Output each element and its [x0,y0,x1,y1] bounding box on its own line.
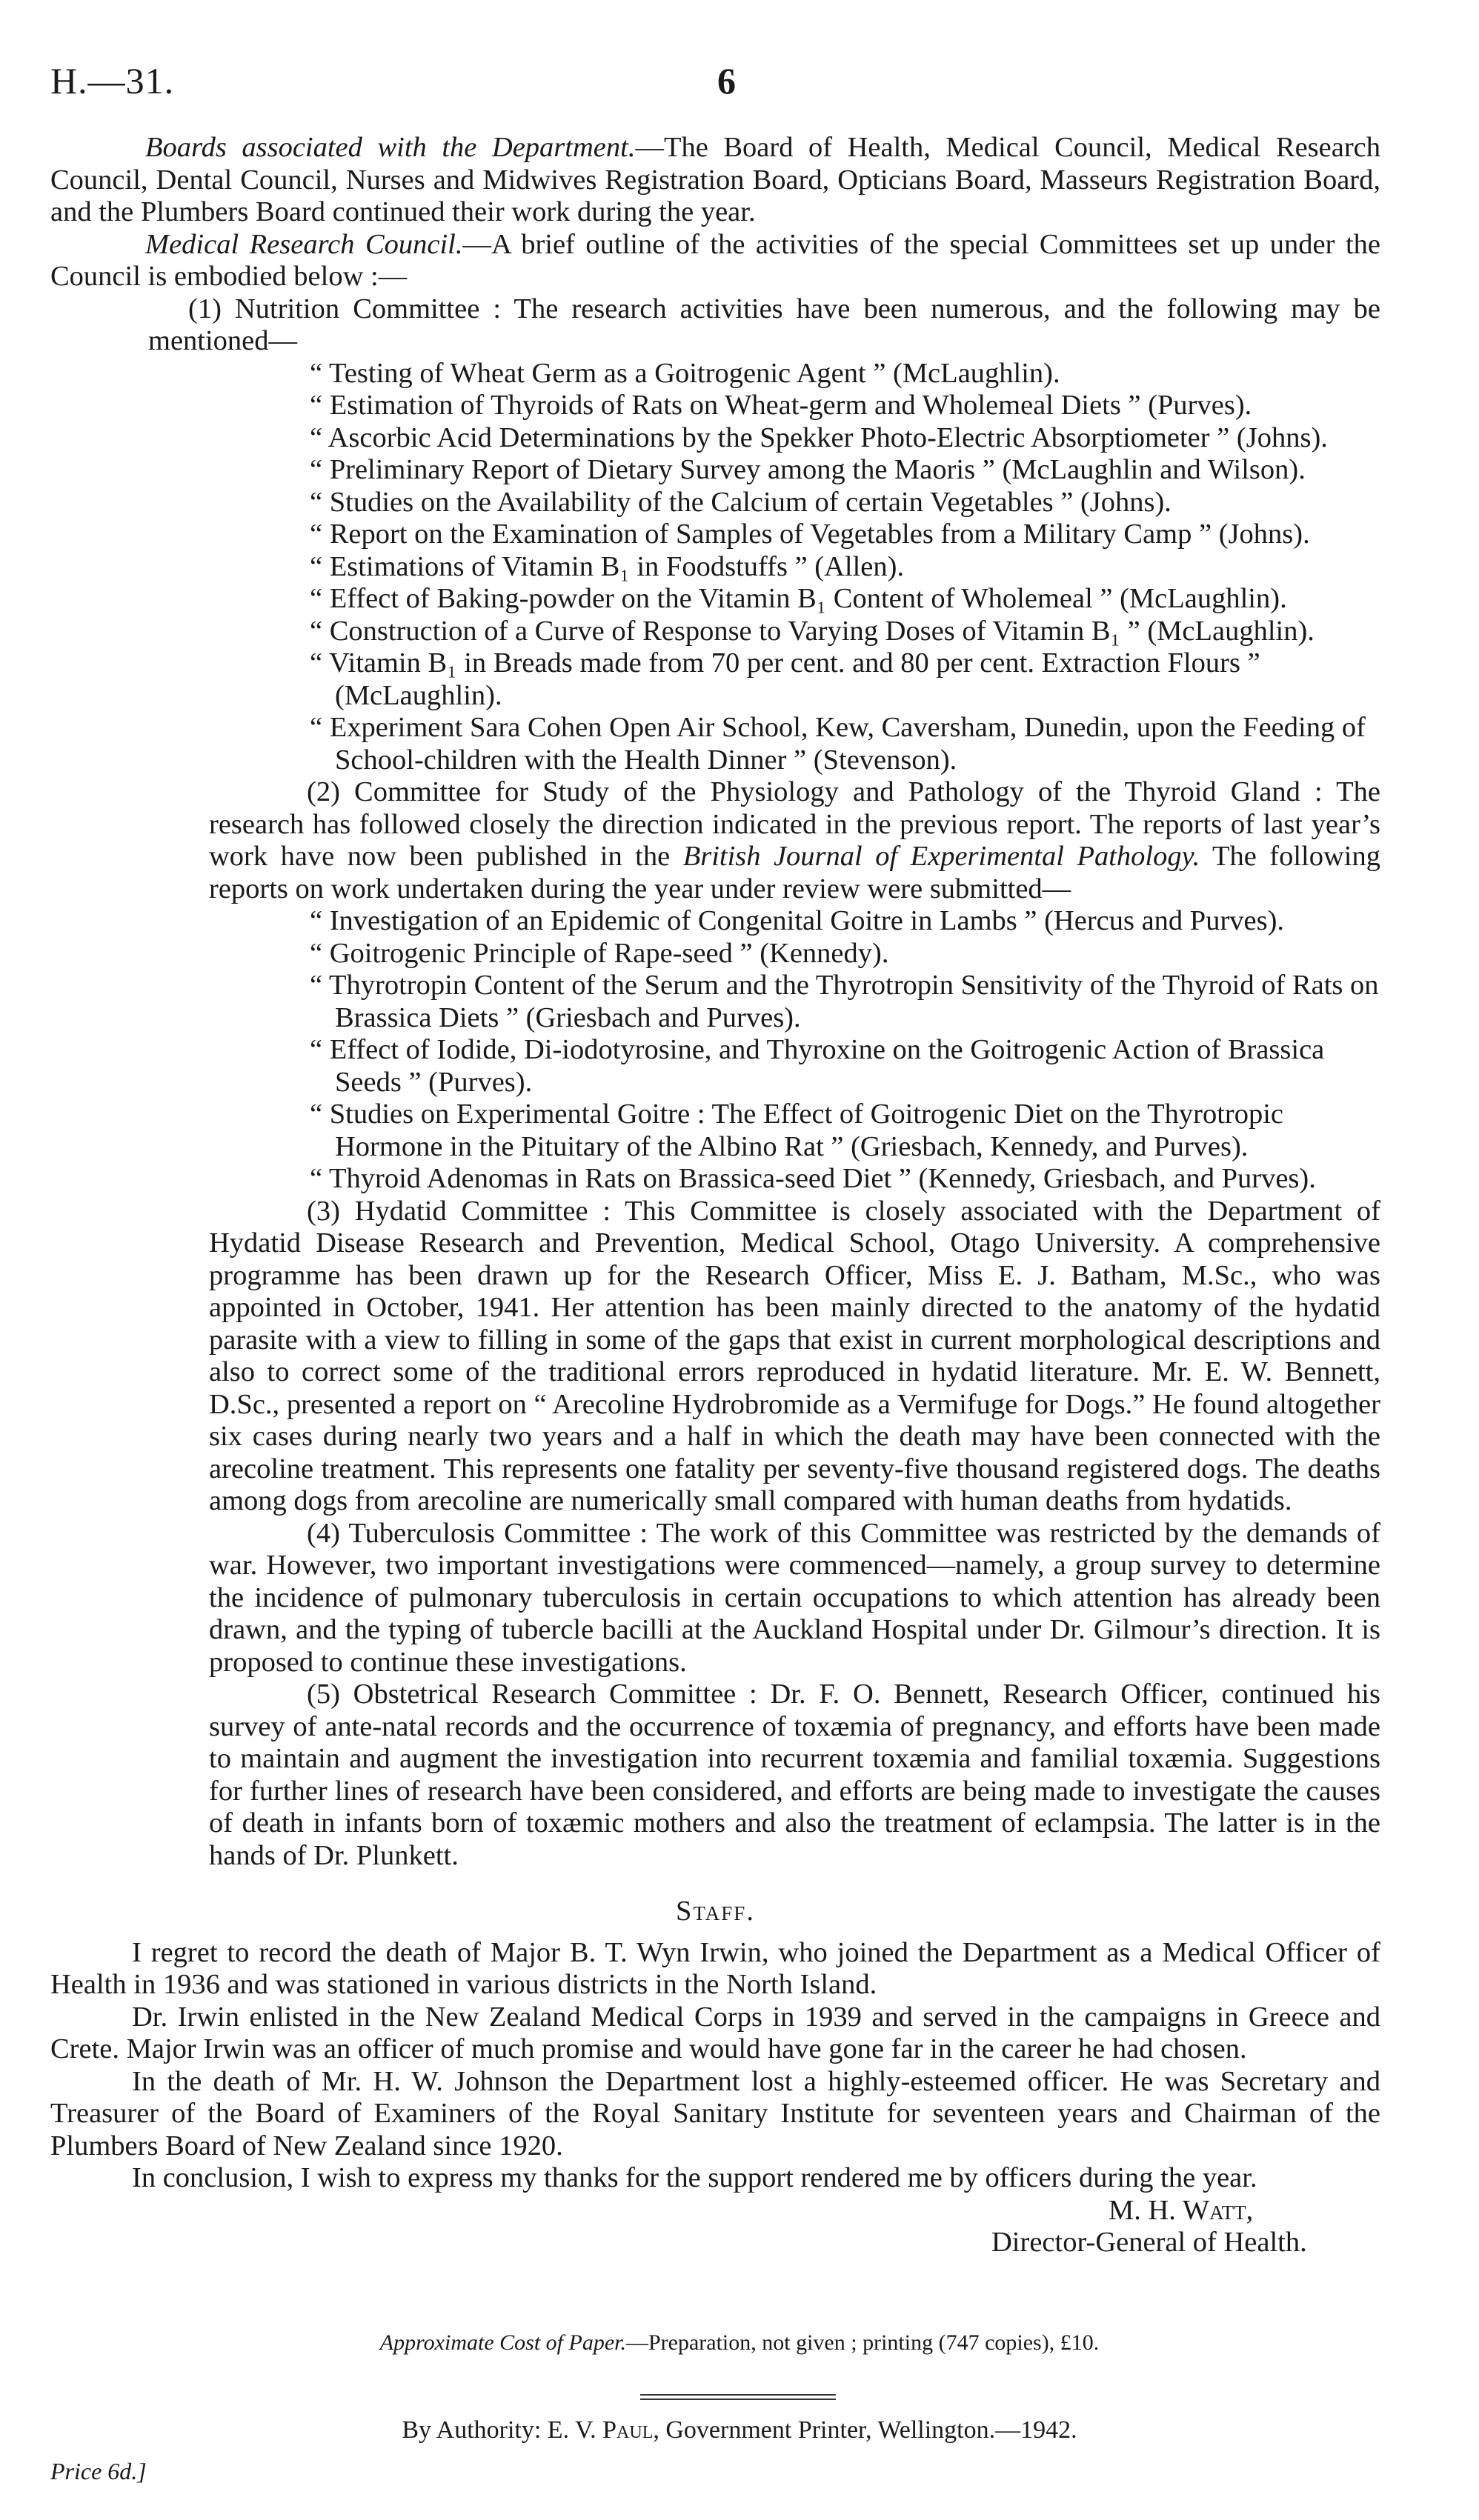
page-number: 6 [717,60,736,101]
signature-block [991,2195,1380,2259]
signatory-name: M. H. Watt, [1109,2194,1254,2226]
signatory-title: Director-General of Health. [991,2227,1307,2258]
staff-paragraph: I regret to record the death of Major B. T. Wyn Irwin, who joined the Department as a Medical Officer of Health in 1936 and was stationed in various districts in the North Island. [50,1936,1380,2000]
staff-heading: Staff. [676,1896,755,1927]
cost-label: Approximate Cost of Paper. [379,2330,626,2355]
thyroid-intro-before: (2) Committee for Study of the Physiology and Pathology of the Thyroid Gland : The research has followed closely the direction indicated in the previous report. The reports of last year’s work have now been published in the [209,776,1380,872]
boards-paragraph [50,132,1380,229]
hydatid-paragraph: (3) Hydatid Committee : This Committee is closely associated with the Department of Hydatid Disease Research and Prevention, Medical School, Otago University. A comprehensive programme has been drawn up for the Research Officer, Miss E. J. Batham, M.Sc., who was appointed in October, 1941. Her attention has been mainly directed to the anatomy of the hydatid parasite with a view to filling in some of the gaps that exist in current morphological descriptions and also to correct some of the traditional errors reproduced in hydatid literature. Mr. E. W. Bennett, D.Sc., presented a report on “ Arecoline Hydrobromide as a Vermifuge for Dogs.” He found altogether six cases during nearly two years and a half in which the death may have been connected with the arecoline treatment. This represents one fatality per seventy-five thousand registered dogs. The deaths among dogs from arecoline are numerically small compared with human deaths from hydatids. [209,1195,1380,1516]
cost-note [0,2330,1479,2356]
thyroid-intro-after: The following reports on work undertaken during the year under review were submitted— [209,841,1381,904]
imprint-name: Paul, [602,2416,659,2444]
list-item: “ Studies on the Availability of the Calcium of certain Vegetables ” (Johns). [310,486,1171,518]
list-item: “ Report on the Examination of Samples of Vegetables from a Military Camp ” (Johns). [310,519,1310,550]
nutrition-list [50,358,1380,777]
mrc-text: —A brief outline of the activities of the special Committees set up under the Council is embodied below :— [50,228,1380,292]
imprint-suffix: Government Printer, Wellington.—1942. [659,2416,1077,2444]
printer-imprint [0,2416,1479,2444]
staff-paragraph: Dr. Irwin enlisted in the New Zealand Medical Corps in 1939 and served in the campaigns in Greece and Crete. Major Irwin was an officer of much promise and would have gone far in the career he had chosen. [50,2001,1380,2064]
list-item: “ Goitrogenic Principle of Rape-seed ” (Kennedy). [310,937,889,969]
list-item: “ Estimations of Vitamin B₁ in Foodstuffs ” (Allen). [310,550,905,582]
tuberculosis-paragraph: (4) Tuberculosis Committee : The work of this Committee was restricted by the demands of war. However, two important investigations were commenced—namely, a group survey to determine the incidence of pulmonary tuberculosis in certain occupations to which attention has already been drawn, and the typing of tubercle bacilli at the Auckland Hospital under Dr. Gilmour’s direction. It is proposed to continue these investigations. [209,1517,1380,1678]
thyroid-intro [50,776,1380,905]
obstetrical-paragraph: (5) Obstetrical Research Committee : Dr. F. O. Bennett, Research Officer, continued his survey of ante-natal records and the occurrence of toxæmia of pregnancy, and efforts have been made to maintain and augment the investigation into recurrent toxæmia and familial toxæmia. Suggestions for further lines of research have been considered, and efforts are being made to investigate the causes of death in infants born of toxæmic mothers and also the treatment of eclampsia. The latter is in the hands of Dr. Plunkett. [209,1679,1380,1871]
list-item: “ Thyroid Adenomas in Rats on Brassica-seed Diet ” (Kennedy, Griesbach, and Purves). [310,1163,1316,1194]
list-item: “ Ascorbic Acid Determinations by the Spekker Photo-Electric Absorptiometer ” (Johns). [310,421,1328,453]
mrc-paragraph [50,229,1380,293]
report-code: H.—31. [50,60,175,101]
staff-paragraph: In conclusion, I wish to express my thanks for the support rendered me by officers during the year. [132,2162,1257,2193]
imprint-prefix: By Authority: E. V. [402,2416,603,2444]
nutrition-intro: (1) Nutrition Committee : The research activities have been numerous, and the following may be mentioned— [148,293,1380,356]
list-item: “ Effect of Iodide, Di-iodotyrosine, and Thyroxine on the Goitrogenic Action of Brassica Seeds ” (Purves). [310,1034,1325,1098]
boards-lead: Boards associated with the Department. [145,132,636,163]
journal-title: British Journal of Experimental Pathology. [682,841,1200,872]
price-label: Price 6d.] [50,2458,147,2484]
staff-paragraph: In the death of Mr. H. W. Johnson the Department lost a highly-esteemed officer. He was Secretary and Treasurer of the Board of Examiners of the Royal Sanitary Institute for seventeen years and Chairman of the Plumbers Board of New Zealand since 1920. [50,2065,1380,2161]
boards-text: —The Board of Health, Medical Council, Medical Research Council, Dental Council, Nurses and Midwives Registration Board, Opticians Board, Masseurs Registration Board, and the Plumbers Board continued their work during the year. [50,132,1380,227]
list-item: “ Effect of Baking-powder on the Vitamin B₁ Content of Wholemeal ” (McLaughlin). [310,583,1287,614]
list-item: “ Testing of Wheat Germ as a Goitrogenic Agent ” (McLaughlin). [310,357,1060,389]
divider-rule [640,2399,836,2400]
list-item: “ Estimation of Thyroids of Rats on Wheat-germ and Wholemeal Diets ” (Purves). [310,390,1252,421]
divider-rule [640,2394,836,2396]
body-text [50,132,1380,2259]
list-item: “ Investigation of an Epidemic of Congenital Goitre in Lambs ” (Hercus and Purves). [310,905,1285,936]
cost-text: —Preparation, not given ; printing (747 copies), £10. [625,2330,1100,2355]
list-item: “ Studies on Experimental Goitre : The Effect of Goitrogenic Diet on the Thyrotropic Hormone in the Pituitary of the Albino Rat ” (Griesbach, Kennedy, and Purves). [310,1099,1284,1162]
list-item: “ Thyrotropin Content of the Serum and the Thyrotropin Sensitivity of the Thyroid of Rats on Brassica Diets ” (Griesbach and Purves). [310,970,1379,1033]
thyroid-list [50,905,1380,1196]
list-item: “ Vitamin B₁ in Breads made from 70 per cent. and 80 per cent. Extraction Flours ” (McLaughlin). [310,647,1260,711]
mrc-lead: Medical Research Council. [145,228,463,260]
list-item: “ Experiment Sara Cohen Open Air School, Kew, Caversham, Dunedin, upon the Feeding of School-children with the Health Dinner ” (Stevenson). [310,712,1366,776]
list-item: “ Construction of a Curve of Response to Varying Doses of Vitamin B₁ ” (McLaughlin). [310,615,1315,647]
list-item: “ Preliminary Report of Dietary Survey among the Maoris ” (McLaughlin and Wilson). [310,454,1306,485]
